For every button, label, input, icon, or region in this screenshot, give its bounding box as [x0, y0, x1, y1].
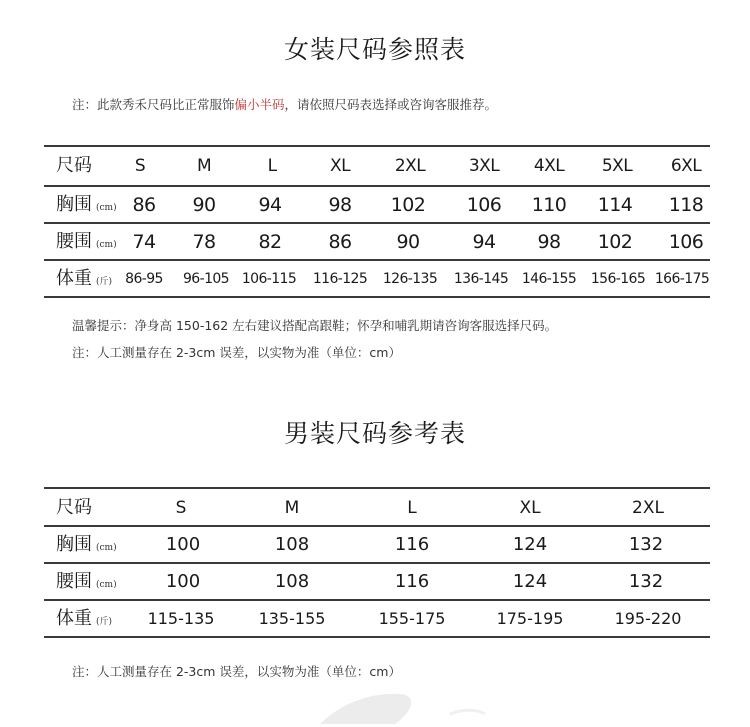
women-fit-note-suffix: ，请依照尺码表选择或咨询客服推荐。: [284, 97, 498, 112]
row-label: [56, 601, 112, 637]
women-waist-row: [44, 224, 710, 260]
size-header-label: 尺码: [56, 497, 92, 518]
row-label: [56, 564, 117, 600]
men-measure-note: 注：人工测量存在 2-3cm 误差，以实物为准（单位：cm）: [72, 664, 401, 679]
table-cell: 116-125: [312, 271, 368, 287]
women-weight-row: [44, 261, 710, 297]
table-cell: 90: [192, 194, 216, 216]
table-cell: 96-105: [183, 271, 229, 287]
men-header-row: [44, 490, 710, 526]
row-label: [56, 527, 117, 563]
women-header-row: [44, 148, 710, 184]
women-chart-title: 女装尺码参照表: [283, 35, 466, 64]
unit-label: (斤): [96, 617, 113, 627]
table-cell: 146-155: [521, 271, 577, 287]
table-cell: 135-155: [258, 609, 326, 628]
row-label-text: 体重: [56, 268, 92, 289]
size-col-header: 6XL: [670, 156, 702, 176]
women-fit-note-prefix: 注：此款秀禾尺码比正常服饰: [72, 97, 235, 112]
table-cell: 195-220: [614, 609, 682, 628]
table-cell: 118: [668, 194, 704, 216]
table-rule: [44, 636, 710, 638]
table-cell: 108: [274, 571, 310, 592]
table-cell: 110: [531, 194, 567, 216]
unit-label: (cm): [96, 203, 117, 213]
size-col-header: M: [196, 156, 212, 176]
women-fit-note: [72, 95, 497, 113]
table-cell: 86: [328, 231, 352, 253]
table-cell: 166-175: [654, 271, 710, 287]
unit-label: (cm): [96, 240, 117, 250]
size-col-header: XL: [330, 156, 350, 176]
table-cell: 74: [132, 231, 156, 253]
size-col-header: 5XL: [601, 156, 633, 176]
men-chest-row: [44, 527, 710, 563]
table-cell: 94: [258, 194, 282, 216]
row-label-text: 胸围: [56, 534, 92, 555]
women-fit-note-highlight: 偏小半码: [234, 97, 285, 112]
table-cell: 94: [472, 231, 496, 253]
table-cell: 106: [466, 194, 502, 216]
men-waist-row: [44, 564, 710, 600]
unit-label: (cm): [96, 580, 117, 590]
brush-decoration-icon: [300, 684, 500, 727]
table-cell: 106-115: [241, 271, 297, 287]
size-col-header: 2XL: [632, 498, 664, 518]
row-label-text: 腰围: [56, 231, 92, 252]
table-cell: 132: [628, 534, 664, 555]
table-rule: [44, 296, 710, 298]
size-col-header: L: [407, 498, 417, 518]
table-cell: 106: [668, 231, 704, 253]
table-cell: 90: [396, 231, 420, 253]
table-cell: 156-165: [590, 271, 646, 287]
size-col-header: 2XL: [394, 156, 426, 176]
unit-label: (cm): [96, 543, 117, 553]
table-cell: 82: [258, 231, 282, 253]
table-cell: 86: [132, 194, 156, 216]
table-cell: 124: [512, 571, 548, 592]
table-cell: 175-195: [496, 609, 564, 628]
table-rule: [44, 145, 710, 147]
unit-label: (斤): [96, 277, 113, 287]
table-cell: 114: [597, 194, 633, 216]
row-label-text: 腰围: [56, 571, 92, 592]
size-col-header: 4XL: [533, 156, 565, 176]
row-label-text: 胸围: [56, 194, 92, 215]
table-cell: 102: [597, 231, 633, 253]
women-measure-note: 注：人工测量存在 2-3cm 误差，以实物为准（单位：cm）: [72, 345, 401, 360]
row-label-text: 体重: [56, 608, 92, 629]
row-label: [56, 187, 117, 223]
table-cell: 98: [328, 194, 352, 216]
table-cell: 98: [537, 231, 561, 253]
size-col-header: L: [267, 156, 277, 176]
size-col-header: 3XL: [468, 156, 500, 176]
table-cell: 78: [192, 231, 216, 253]
men-chart-title: 男装尺码参考表: [283, 419, 466, 448]
row-label: [56, 261, 112, 297]
table-rule: [44, 487, 710, 489]
men-weight-row: [44, 601, 710, 637]
size-col-header: S: [134, 156, 146, 176]
table-cell: 102: [390, 194, 426, 216]
table-cell: 132: [628, 571, 664, 592]
table-cell: 100: [165, 571, 201, 592]
table-cell: 108: [274, 534, 310, 555]
table-cell: 100: [165, 534, 201, 555]
table-cell: 115-135: [147, 609, 215, 628]
table-cell: 136-145: [453, 271, 509, 287]
table-cell: 155-175: [378, 609, 446, 628]
size-col-header: XL: [519, 498, 541, 518]
row-label: [56, 224, 117, 260]
table-cell: 126-135: [382, 271, 438, 287]
size-col-header: M: [284, 498, 300, 518]
women-tip: 温馨提示：净身高 150-162 左右建议搭配高跟鞋；怀孕和哺乳期请咨询客服选择尺码。: [72, 318, 558, 333]
table-cell: 116: [394, 534, 430, 555]
table-cell: 86-95: [125, 271, 163, 287]
table-cell: 116: [394, 571, 430, 592]
size-col-header: S: [175, 498, 187, 518]
table-cell: 124: [512, 534, 548, 555]
size-header-label: 尺码: [56, 155, 92, 176]
women-chest-row: [44, 187, 710, 223]
